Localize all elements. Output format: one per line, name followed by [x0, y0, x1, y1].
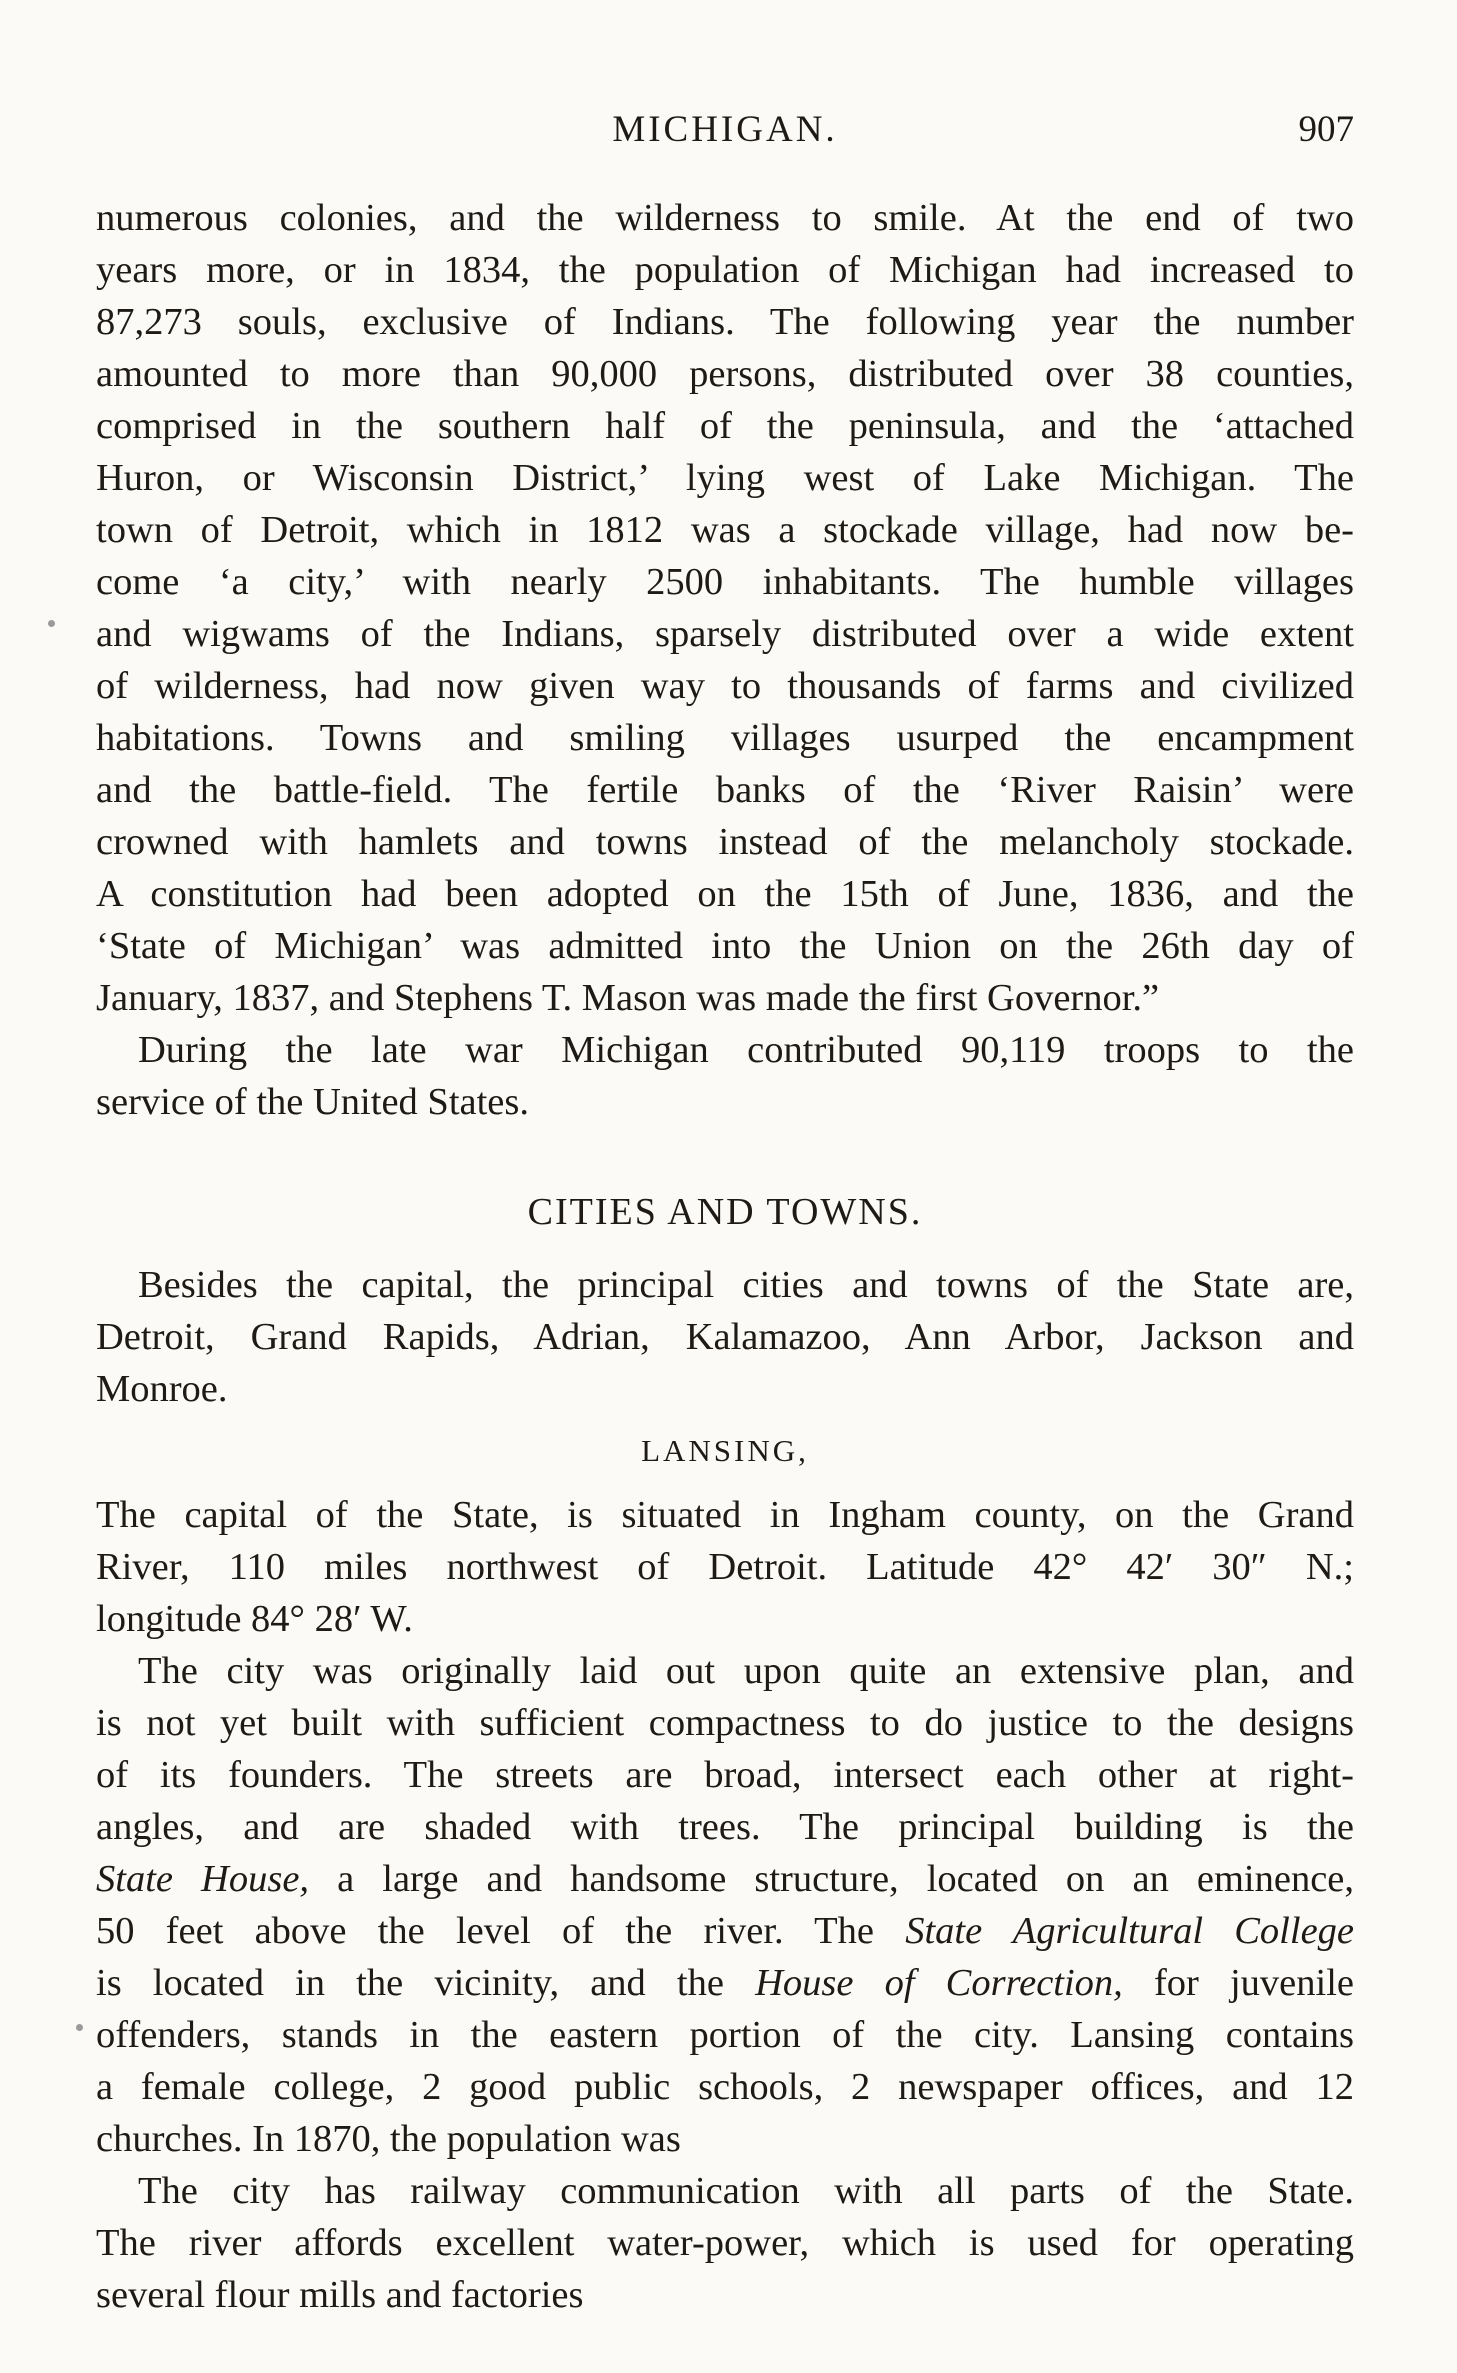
text-line: crowned with hamlets and towns instead of the melancholy stockade. [96, 821, 1354, 863]
text-line [96, 1906, 1354, 1956]
text-line: habitations. Towns and smiling villages usurped the encampment [96, 717, 1354, 759]
text-line: years more, or in 1834, the population of Michigan had increased to [96, 249, 1354, 291]
margin-dot [48, 620, 55, 627]
text-line: Huron, or Wisconsin District,’ lying west of Lake Michigan. The [96, 457, 1354, 499]
italic-term: House of Correction, [755, 1962, 1123, 2004]
text-line: January, 1837, and Stephens T. Mason was made the first Governor.” [96, 977, 1160, 1019]
text-line: comprised in the southern half of the peninsula, and the ‘attached [96, 405, 1354, 447]
text-line: The capital of the State, is situated in Ingham county, on the Grand [96, 1494, 1354, 1536]
text-span: for juvenile [1122, 1962, 1354, 2004]
text-line: A constitution had been adopted on the 15th of June, 1836, and the [96, 873, 1354, 915]
text-line: a female college, 2 good public schools, 2 newspaper offices, and 12 [96, 2066, 1354, 2108]
text-line: River, 110 miles northwest of Detroit. Latitude 42° 42′ 30″ N.; [96, 1546, 1354, 1588]
text-line: and the battle-field. The fertile banks of the ‘River Raisin’ were [96, 769, 1354, 811]
text-line: several flour mills and factories [96, 2274, 584, 2316]
text-line: ‘State of Michigan’ was admitted into the Union on the 26th day of [96, 925, 1354, 967]
text-line: amounted to more than 90,000 persons, distributed over 38 counties, [96, 353, 1354, 395]
margin-dot [76, 2024, 83, 2031]
text-line: service of the United States. [96, 1081, 529, 1123]
section-heading: CITIES AND TOWNS. [527, 1191, 923, 1233]
text-line [96, 1958, 1354, 2008]
text-line: angles, and are shaded with trees. The principal building is the [96, 1806, 1354, 1848]
text-span: is located in the vicinity, and the [96, 1962, 756, 2004]
running-head: MICHIGAN. [612, 109, 838, 150]
text-line: longitude 84° 28′ W. [96, 1598, 413, 1640]
text-line: of its founders. The streets are broad, intersect each other at right- [96, 1754, 1354, 1796]
page-number: 907 [1298, 109, 1354, 150]
text-line: churches. In 1870, the population was [96, 2118, 681, 2160]
text-line: of wilderness, had now given way to thousands of farms and civilized [96, 665, 1354, 707]
text-line: Besides the capital, the principal cities and towns of the State are, [138, 1264, 1354, 1306]
text-line: offenders, stands in the eastern portion of the city. Lansing contains [96, 2014, 1354, 2056]
text-line: Detroit, Grand Rapids, Adrian, Kalamazoo, Ann Arbor, Jackson and [96, 1316, 1354, 1358]
text-line: 87,273 souls, exclusive of Indians. The following year the number [96, 301, 1354, 343]
text-line: During the late war Michigan contributed 90,119 troops to the [138, 1029, 1354, 1071]
text-line [96, 1854, 1354, 1904]
italic-term: State Agricultural College [905, 1910, 1354, 1952]
text-line: The river affords excellent water-power, which is used for operating [96, 2222, 1354, 2264]
text-line: is not yet built with sufficient compactness to do justice to the designs [96, 1702, 1354, 1744]
page-header [96, 108, 1354, 158]
text-line: come ‘a city,’ with nearly 2500 inhabitants. The humble villages [96, 561, 1354, 603]
text-line: and wigwams of the Indians, sparsely distributed over a wide extent [96, 613, 1354, 655]
text-line: town of Detroit, which in 1812 was a stockade village, had now be- [96, 509, 1354, 551]
text-span: 50 feet above the level of the river. The [96, 1910, 906, 1952]
text-line: Monroe. [96, 1368, 228, 1410]
text-line: The city was originally laid out upon quite an extensive plan, and [138, 1650, 1354, 1692]
italic-term: State House, [96, 1858, 310, 1900]
subsection-heading: LANSING, [641, 1433, 809, 1468]
text-line: numerous colonies, and the wilderness to smile. At the end of two [96, 197, 1354, 239]
text-span: a large and handsome structure, located on an eminence, [309, 1858, 1355, 1900]
text-line: The city has railway communication with all parts of the State. [138, 2170, 1354, 2212]
